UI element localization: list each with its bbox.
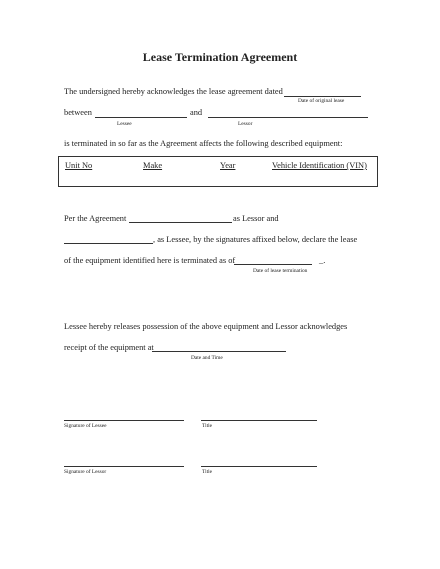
lessor-agreement-line — [129, 222, 232, 223]
between-label: between — [64, 108, 92, 117]
equipment-table — [58, 156, 378, 187]
para3-line1-text: Lessee hereby releases possession of the above equipment and Lessor acknowledges — [64, 322, 348, 331]
col-year: Year — [220, 161, 236, 170]
lessee-signature-line — [64, 420, 184, 421]
para3-line2-prefix: receipt of the equipment at — [64, 343, 154, 352]
datetime-caption: Date and Time — [191, 355, 223, 361]
lessee-agreement-line — [64, 243, 153, 244]
lessor-name-line — [208, 117, 368, 118]
para1-line1-text: The undersigned hereby acknowledges the lease agreement dated — [64, 87, 283, 96]
para2-line1-suffix: as Lessor and — [233, 214, 279, 223]
lessee-signature-caption: Signature of Lessee — [64, 423, 107, 429]
date-original-lease-line — [284, 96, 361, 97]
termination-date-line — [234, 264, 312, 265]
lessee-title-line — [201, 420, 317, 421]
lessee-name-line — [95, 117, 187, 118]
para1-line3-text: is terminated in so far as the Agreement affects the following described equipment: — [64, 139, 343, 148]
lessor-signature-line — [64, 466, 184, 467]
lessor-title-caption: Title — [202, 469, 212, 475]
lessee-title-caption: Title — [202, 423, 212, 429]
document-title: Lease Termination Agreement — [142, 50, 298, 64]
col-vin: Vehicle Identification (VIN) — [272, 161, 367, 170]
para2-line1-prefix: Per the Agreement — [64, 214, 127, 223]
receipt-datetime-line — [152, 351, 286, 352]
para2-line3-prefix: of the equipment identified here is terminated as of — [64, 256, 236, 265]
para2-line2-suffix: , as Lessee, by the signatures affixed below, declare the lease — [153, 235, 358, 244]
para2-line3-end: _. — [319, 256, 326, 265]
lessee-caption: Lessee — [117, 121, 132, 127]
col-make: Make — [143, 161, 163, 170]
lessor-caption: Lessor — [238, 121, 253, 127]
termination-date-caption: Date of lease termination — [253, 268, 308, 274]
and-label: and — [190, 108, 203, 117]
col-unit-no: Unit No — [65, 161, 93, 170]
date-original-lease-caption: Date of original lease — [298, 98, 345, 104]
lessor-title-line — [201, 466, 317, 467]
lessor-signature-caption: Signature of Lessor — [64, 469, 107, 475]
